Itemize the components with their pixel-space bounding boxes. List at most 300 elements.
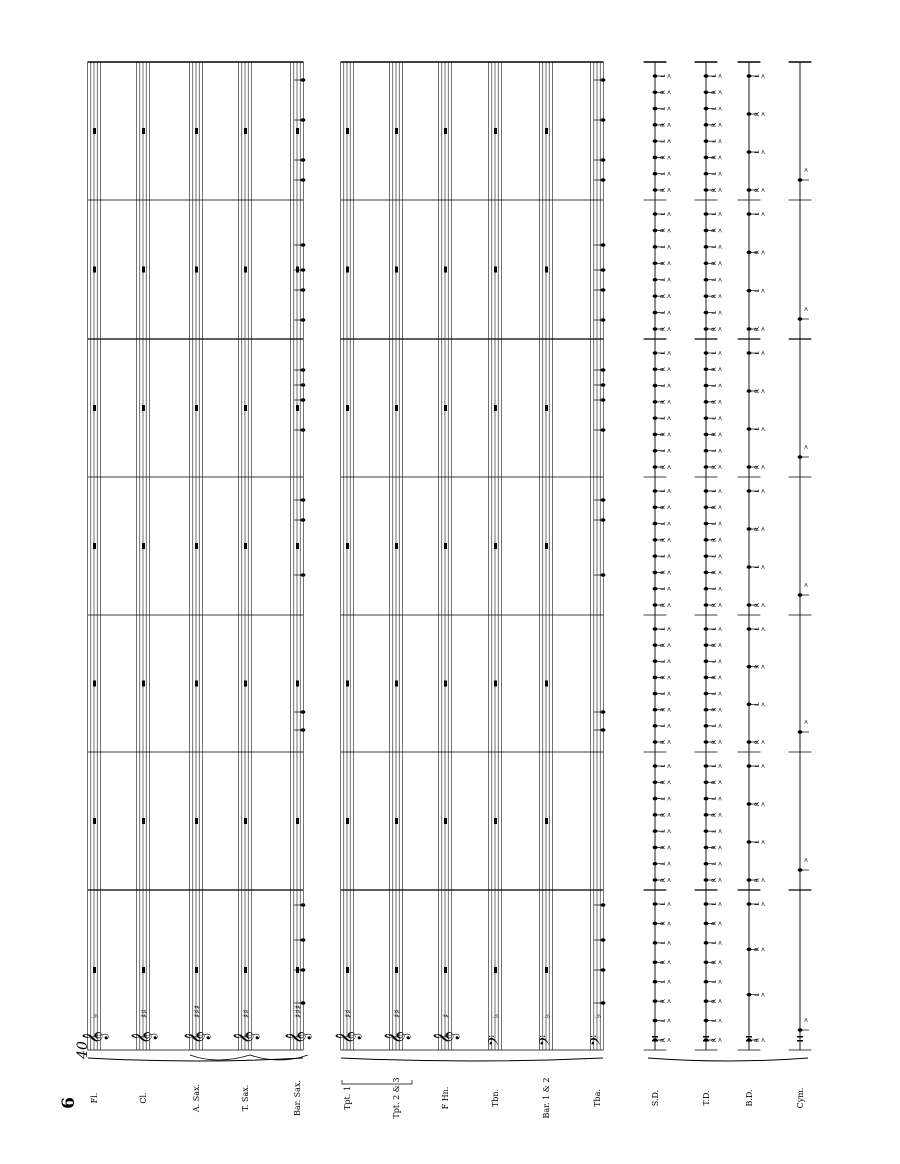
sticking-mark: > [717, 602, 724, 608]
sticking-mark: > [666, 723, 673, 729]
sticking-mark: L [660, 554, 667, 558]
sticking-mark: L [660, 139, 667, 143]
sticking-mark: > [666, 488, 673, 494]
sticking-mark: > [666, 959, 673, 965]
sticking-mark: L [660, 449, 667, 453]
sticking-mark: > [666, 227, 673, 233]
sticking-mark: R [711, 367, 718, 372]
sticking-mark: L [711, 1018, 718, 1023]
sticking-mark: > [717, 211, 724, 217]
whole-rest [244, 267, 247, 273]
sticking-mark: > [666, 796, 673, 802]
clefs [82, 1005, 803, 1046]
label-cym: Cym. [796, 1087, 805, 1109]
sticking-mark: > [666, 779, 673, 785]
sticking-mark: > [760, 426, 767, 432]
whole-rest [494, 967, 497, 973]
sticking-mark: > [666, 366, 673, 372]
whole-rest [444, 543, 447, 549]
sticking-mark: > [666, 658, 673, 664]
sticking-mark: L [660, 764, 667, 768]
whole-rest [494, 681, 497, 687]
sticking-mark: > [717, 122, 724, 128]
whole-rest [545, 405, 548, 411]
sticking-mark: R [754, 664, 761, 669]
whole-rest [444, 967, 447, 973]
sticking-mark: R [754, 1037, 761, 1043]
sticking-mark: L [660, 278, 667, 282]
sticking-mark: R [660, 122, 667, 127]
sticking-mark: R [754, 464, 761, 470]
sticking-mark: > [717, 658, 724, 664]
sticking-mark: > [666, 504, 673, 510]
key-signature-cl: ♯♯ [140, 1009, 150, 1018]
sticking-mark: > [803, 857, 810, 863]
sticking-mark: L [754, 351, 761, 355]
sticking-mark: > [717, 998, 724, 1004]
sticking-mark: > [666, 244, 673, 250]
whole-rest [545, 267, 548, 273]
sticking-mark: L [660, 521, 667, 526]
sticking-mark: > [717, 260, 724, 266]
treble-clef-tsax: 𝄞 [234, 1030, 259, 1044]
treble-clef-fhn: 𝄞 [434, 1030, 459, 1044]
label-tsax: T. Sax. [241, 1084, 250, 1112]
whole-rest [444, 681, 447, 687]
sticking-mark: R [711, 294, 718, 299]
whole-rest [142, 818, 145, 824]
sticking-mark: > [760, 739, 767, 745]
sticking-mark: > [760, 388, 767, 394]
sticking-mark: R [660, 999, 667, 1004]
sticking-mark: > [666, 812, 673, 818]
sticking-mark: R [711, 187, 718, 193]
sticking-mark: R [660, 570, 667, 575]
sticking-mark: L [711, 554, 718, 558]
sticking-mark: > [717, 674, 724, 680]
sticking-mark: L [660, 172, 667, 176]
staff-lines [88, 62, 800, 1050]
sticking-mark: > [760, 111, 767, 117]
sticking-mark: > [717, 828, 724, 834]
sticking-mark: > [717, 979, 724, 985]
sticking-mark: > [717, 187, 724, 193]
label-tpt1: Tpt. 1 [343, 1086, 352, 1110]
sticking-mark: R [660, 960, 667, 965]
bass-clef-bar12: 𝄢 [537, 1035, 557, 1046]
brace-saxophones [190, 1055, 308, 1060]
sticking-mark: > [760, 73, 767, 79]
sticking-mark: > [760, 526, 767, 532]
sticking-mark: > [760, 946, 767, 952]
whole-rest [244, 405, 247, 411]
key-signature-tsax: ♯♯ [242, 1009, 252, 1018]
sticking-mark: > [666, 602, 673, 608]
sticking-mark: R [711, 326, 718, 332]
sticking-mark: > [666, 626, 673, 632]
sticking-mark: L [754, 212, 761, 216]
sticking-mark: R [754, 526, 761, 532]
sticking-mark: > [666, 171, 673, 177]
sticking-mark: R [660, 187, 667, 193]
sticking-mark: L [660, 245, 667, 249]
sticking-mark: R [711, 432, 718, 437]
sticking-mark: R [660, 707, 667, 712]
sticking-mark: L [754, 565, 761, 569]
sticking-mark: L [711, 691, 718, 696]
sticking-mark: R [711, 999, 718, 1004]
sticking-mark: L [711, 106, 718, 111]
sticking-mark: > [717, 553, 724, 559]
sticking-mark: > [717, 138, 724, 144]
whole-rest [346, 405, 349, 411]
sticking-mark: > [717, 920, 724, 926]
sticking-mark: > [803, 444, 810, 450]
sticking-mark: > [717, 293, 724, 299]
sticking-mark: > [717, 691, 724, 697]
sticking-mark: L [711, 351, 718, 355]
sticking-mark: L [711, 829, 718, 833]
sticking-mark: R [660, 228, 667, 233]
sticking-marks [660, 73, 810, 1042]
sticking-mark: > [666, 73, 673, 79]
sticking-mark: > [760, 211, 767, 217]
key-signature-bar12: ♭ [543, 1013, 553, 1018]
sticking-mark: > [717, 227, 724, 233]
sticking-mark: R [711, 602, 718, 608]
sticking-mark: > [803, 306, 810, 312]
sticking-mark: > [666, 106, 673, 112]
sticking-mark: > [803, 582, 810, 588]
notes [294, 74, 809, 1042]
sticking-mark: L [711, 587, 718, 591]
sticking-mark: > [666, 448, 673, 454]
whole-rest [296, 818, 299, 824]
whole-rest [142, 267, 145, 273]
sticking-mark: > [666, 260, 673, 266]
sticking-mark: R [754, 250, 761, 255]
sticking-mark: > [760, 564, 767, 570]
label-bar12: Bar. 1 & 2 [542, 1077, 551, 1119]
page-number: 6 [59, 1097, 79, 1109]
sticking-mark: > [666, 122, 673, 128]
sticking-mark: L [754, 427, 761, 431]
sticking-mark: > [760, 801, 767, 807]
sticking-mark: L [754, 489, 761, 493]
treble-clef-tpt23: 𝄞 [385, 1030, 410, 1044]
sticking-mark: > [717, 763, 724, 769]
label-tpt23: Tpt. 2 & 3 [392, 1077, 401, 1119]
sticking-mark: > [717, 812, 724, 818]
label-tbn: Tbn. [491, 1088, 500, 1108]
sticking-mark: > [760, 488, 767, 494]
whole-rest [142, 405, 145, 411]
sticking-mark: R [660, 432, 667, 437]
sticking-mark: L [711, 980, 718, 984]
sticking-mark: L [754, 840, 761, 844]
sticking-mark: > [666, 569, 673, 575]
sticking-mark: > [760, 249, 767, 255]
sticking-mark: L [711, 172, 718, 176]
sticking-mark: > [666, 399, 673, 405]
sticking-mark: > [717, 488, 724, 494]
sticking-mark: L [660, 941, 667, 945]
sticking-mark: > [717, 723, 724, 729]
sticking-mark: R [754, 877, 761, 883]
sticking-mark: L [660, 862, 667, 866]
whole-rest [545, 128, 548, 134]
whole-rest [195, 681, 198, 687]
sticking-mark: L [711, 796, 718, 801]
sticking-mark: > [717, 1037, 724, 1043]
whole-rest [346, 681, 349, 687]
sticking-mark: > [717, 366, 724, 372]
key-signature-tba: ♭ [594, 1013, 604, 1018]
sticking-mark: R [660, 602, 667, 608]
sticking-mark: L [754, 764, 761, 768]
sticking-mark: R [711, 537, 718, 542]
sticking-mark: > [760, 877, 767, 883]
whole-rest [93, 267, 96, 273]
whole-rest [296, 405, 299, 411]
sticking-mark: L [711, 383, 718, 388]
sticking-mark: R [754, 947, 761, 952]
whole-rest [346, 267, 349, 273]
sticking-mark: R [660, 90, 667, 95]
bracket-brass [341, 1058, 603, 1061]
whole-rest [494, 267, 497, 273]
sticking-mark: R [711, 261, 718, 266]
whole-rest [296, 128, 299, 134]
sticking-mark: R [711, 643, 718, 648]
sticking-mark: > [717, 642, 724, 648]
sticking-mark: > [666, 674, 673, 680]
sticking-mark: > [803, 1017, 810, 1023]
percussion-clef-bd [746, 1036, 752, 1038]
label-sd: S.D. [651, 1089, 660, 1107]
sticking-mark: > [666, 940, 673, 946]
label-fl: Fl. [90, 1092, 99, 1104]
sticking-mark: > [666, 691, 673, 697]
sticking-mark: > [717, 569, 724, 575]
sticking-mark: R [711, 877, 718, 883]
sticking-mark: > [760, 187, 767, 193]
sticking-mark: > [717, 779, 724, 785]
whole-rest [195, 543, 198, 549]
sticking-mark: R [660, 877, 667, 883]
sticking-mark: L [660, 310, 667, 315]
sticking-mark: > [760, 326, 767, 332]
sticking-mark: > [666, 901, 673, 907]
sticking-mark: R [660, 845, 667, 850]
key-signature-fhn: ♯ [442, 1013, 452, 1018]
sticking-mark: L [711, 724, 718, 728]
sticking-mark: R [711, 228, 718, 233]
sticking-mark: R [711, 960, 718, 965]
whole-rest [346, 543, 349, 549]
sticking-mark: > [666, 293, 673, 299]
sticking-mark: L [711, 245, 718, 249]
sticking-mark: > [666, 537, 673, 543]
sticking-mark: > [717, 796, 724, 802]
sticking-mark: L [711, 659, 718, 663]
whole-rest [346, 818, 349, 824]
sticking-mark: L [754, 150, 761, 154]
sticking-mark: R [711, 122, 718, 127]
sticking-mark: > [666, 211, 673, 217]
sticking-mark: R [711, 90, 718, 95]
sticking-mark: R [711, 780, 718, 785]
sticking-mark: R [754, 801, 761, 807]
whole-rest [195, 967, 198, 973]
sticking-mark: L [711, 310, 718, 315]
sticking-mark: L [660, 627, 667, 631]
sticking-mark: L [660, 796, 667, 801]
sticking-mark: R [711, 464, 718, 470]
sticking-mark: > [666, 861, 673, 867]
sticking-mark: > [717, 154, 724, 160]
sticking-mark: > [666, 310, 673, 316]
sticking-mark: > [717, 383, 724, 389]
sticking-mark: > [666, 920, 673, 926]
sticking-mark: > [803, 167, 810, 173]
sticking-mark: L [711, 416, 718, 420]
sticking-mark: > [666, 187, 673, 193]
sticking-mark: > [717, 310, 724, 316]
sticking-mark: R [754, 326, 761, 332]
sticking-mark: > [666, 739, 673, 745]
whole-rest [444, 267, 447, 273]
label-cl: Cl. [139, 1092, 148, 1104]
whole-rest [93, 967, 96, 973]
sticking-mark: L [711, 764, 718, 768]
sticking-mark: R [660, 326, 667, 332]
sticking-mark: > [717, 106, 724, 112]
whole-rest [244, 681, 247, 687]
sticking-mark: R [660, 294, 667, 299]
whole-rest [444, 128, 447, 134]
sticking-mark: L [660, 212, 667, 216]
sticking-mark: L [660, 659, 667, 663]
sticking-mark: L [660, 587, 667, 591]
sticking-mark: R [711, 675, 718, 680]
sticking-mark: > [760, 602, 767, 608]
treble-clef-barsax: 𝄞 [286, 1030, 311, 1044]
whole-rest [395, 128, 398, 134]
whole-rest [142, 543, 145, 549]
sticking-mark: > [717, 877, 724, 883]
sticking-mark: R [711, 921, 718, 926]
sticking-mark: R [754, 388, 761, 394]
sticking-mark: > [717, 844, 724, 850]
sticking-mark: > [666, 586, 673, 592]
sticking-mark: > [717, 89, 724, 95]
sticking-mark: > [717, 464, 724, 470]
whole-rest [494, 405, 497, 411]
treble-clef-fl: 𝄞 [83, 1030, 108, 1044]
sticking-mark: > [717, 626, 724, 632]
sticking-mark: > [717, 244, 724, 250]
sticking-mark: > [717, 326, 724, 332]
label-td: T.D. [702, 1090, 711, 1106]
sticking-mark: > [760, 149, 767, 155]
sticking-mark: > [717, 171, 724, 177]
sticking-mark: > [717, 521, 724, 527]
whole-rest [93, 128, 96, 134]
key-signature-tpt23: ♯♯ [393, 1009, 403, 1018]
sticking-mark: R [660, 780, 667, 785]
whole-rest [93, 405, 96, 411]
sticking-mark: L [711, 627, 718, 631]
whole-rest [395, 681, 398, 687]
sticking-mark: > [717, 350, 724, 356]
whole-rest [545, 543, 548, 549]
sticking-mark: > [760, 992, 767, 998]
sticking-mark: L [711, 862, 718, 866]
key-signature-tbn: ♭ [492, 1013, 502, 1018]
sticking-mark: > [717, 901, 724, 907]
sticking-mark: > [666, 326, 673, 332]
sticking-mark: R [660, 643, 667, 648]
bass-clef-tbn: 𝄢 [486, 1035, 506, 1046]
sticking-mark: > [717, 940, 724, 946]
sticking-mark: > [666, 415, 673, 421]
whole-rest [395, 818, 398, 824]
sticking-mark: L [754, 288, 761, 293]
sticking-mark: > [760, 350, 767, 356]
sticking-mark: > [760, 763, 767, 769]
whole-rest [244, 967, 247, 973]
sticking-mark: R [660, 399, 667, 404]
sticking-mark: L [660, 1018, 667, 1023]
sticking-mark: > [760, 1037, 767, 1043]
key-signature-barsax: ♯♯♯ [294, 1004, 304, 1018]
whole-rest [545, 681, 548, 687]
sticking-mark: > [666, 138, 673, 144]
sticking-mark: > [666, 1037, 673, 1043]
sticking-mark: L [711, 521, 718, 526]
whole-rest [142, 681, 145, 687]
sticking-mark: > [760, 626, 767, 632]
key-signature-asax: ♯♯♯ [193, 1004, 203, 1018]
measure-number: 40 [75, 1041, 91, 1059]
sticking-mark: R [711, 399, 718, 404]
sticking-mark: L [660, 829, 667, 833]
label-bd: B.D. [745, 1089, 754, 1107]
sticking-mark: > [760, 464, 767, 470]
whole-rest [93, 543, 96, 549]
sticking-mark: L [660, 691, 667, 696]
sticking-mark: R [754, 187, 761, 193]
whole-rest [494, 818, 497, 824]
sticking-mark: R [660, 675, 667, 680]
whole-rest [244, 543, 247, 549]
sticking-mark: > [760, 839, 767, 845]
sticking-mark: > [717, 431, 724, 437]
whole-rest [346, 128, 349, 134]
treble-clef-tpt1: 𝄞 [336, 1030, 361, 1044]
sticking-mark: R [711, 812, 718, 817]
whole-rest [296, 543, 299, 549]
whole-rest [395, 543, 398, 549]
sticking-mark: L [754, 702, 761, 707]
sticking-mark: > [760, 288, 767, 294]
whole-rest [244, 128, 247, 134]
sticking-mark: L [660, 74, 667, 78]
sticking-mark: > [666, 553, 673, 559]
whole-rest [395, 267, 398, 273]
sticking-mark: > [666, 431, 673, 437]
